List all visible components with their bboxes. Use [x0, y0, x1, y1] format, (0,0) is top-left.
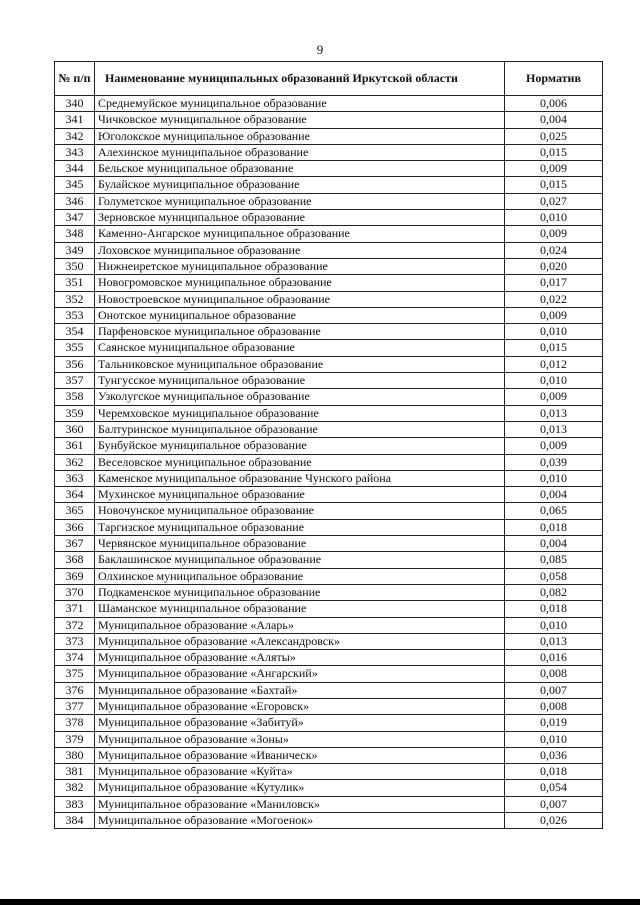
row-number: 383 [55, 796, 95, 812]
normative-value: 0,009 [505, 226, 603, 242]
table-row [55, 487, 603, 503]
municipality-name: Онотское муниципальное образование [95, 307, 505, 323]
scan-edge-bar [0, 899, 640, 905]
row-number: 384 [55, 813, 95, 829]
table-header [55, 62, 603, 96]
table-row [55, 438, 603, 454]
row-number: 343 [55, 144, 95, 160]
normative-value: 0,027 [505, 193, 603, 209]
normative-value: 0,018 [505, 764, 603, 780]
normative-value: 0,004 [505, 487, 603, 503]
municipality-name: Каменское муниципальное образование Чунского района [95, 470, 505, 486]
row-number: 361 [55, 438, 95, 454]
municipality-name: Муниципальное образование «Кутулик» [95, 780, 505, 796]
table-body [55, 96, 603, 829]
row-number: 381 [55, 764, 95, 780]
row-number: 376 [55, 682, 95, 698]
row-number: 366 [55, 519, 95, 535]
row-number: 363 [55, 470, 95, 486]
municipality-name: Черемховское муниципальное образование [95, 405, 505, 421]
table-row [55, 356, 603, 372]
row-number: 382 [55, 780, 95, 796]
normative-value: 0,015 [505, 144, 603, 160]
table-row [55, 96, 603, 112]
municipality-name: Булайское муниципальное образование [95, 177, 505, 193]
normative-value: 0,007 [505, 796, 603, 812]
municipality-name: Алехинское муниципальное образование [95, 144, 505, 160]
table-row [55, 242, 603, 258]
table-row [55, 128, 603, 144]
row-number: 371 [55, 601, 95, 617]
municipality-name: Каменно-Ангарское муниципальное образование [95, 226, 505, 242]
row-number: 364 [55, 487, 95, 503]
table-row [55, 210, 603, 226]
row-number: 351 [55, 275, 95, 291]
table-row [55, 650, 603, 666]
table-row [55, 389, 603, 405]
municipality-name: Мухинское муниципальное образование [95, 487, 505, 503]
table-row [55, 601, 603, 617]
municipality-name: Муниципальное образование «Ангарский» [95, 666, 505, 682]
normative-value: 0,020 [505, 258, 603, 274]
row-number: 355 [55, 340, 95, 356]
normative-value: 0,015 [505, 177, 603, 193]
row-number: 341 [55, 112, 95, 128]
row-number: 350 [55, 258, 95, 274]
municipality-name: Муниципальное образование «Маниловск» [95, 796, 505, 812]
normative-value: 0,009 [505, 389, 603, 405]
normative-value: 0,010 [505, 324, 603, 340]
row-number: 358 [55, 389, 95, 405]
municipality-name: Тальниковское муниципальное образование [95, 356, 505, 372]
table-row [55, 747, 603, 763]
municipality-name: Червянское муниципальное образование [95, 536, 505, 552]
municipality-name: Тунгусское муниципальное образование [95, 373, 505, 389]
table-row [55, 698, 603, 714]
normative-value: 0,013 [505, 405, 603, 421]
normative-value: 0,008 [505, 666, 603, 682]
table-row [55, 144, 603, 160]
normative-value: 0,016 [505, 650, 603, 666]
normative-value: 0,019 [505, 715, 603, 731]
table-row [55, 421, 603, 437]
normative-value: 0,058 [505, 568, 603, 584]
municipality-name: Новостроевское муниципальное образование [95, 291, 505, 307]
row-number: 360 [55, 421, 95, 437]
table-row [55, 307, 603, 323]
normative-value: 0,082 [505, 584, 603, 600]
municipality-name: Голуметское муниципальное образование [95, 193, 505, 209]
normative-value: 0,007 [505, 682, 603, 698]
row-number: 367 [55, 536, 95, 552]
municipality-name: Чичковское муниципальное образование [95, 112, 505, 128]
table-row [55, 584, 603, 600]
municipality-name: Лоховское муниципальное образование [95, 242, 505, 258]
table-row [55, 813, 603, 829]
row-number: 348 [55, 226, 95, 242]
normative-value: 0,012 [505, 356, 603, 372]
municipality-name: Муниципальное образование «Аляты» [95, 650, 505, 666]
row-number: 368 [55, 552, 95, 568]
table-row [55, 291, 603, 307]
normative-value: 0,065 [505, 503, 603, 519]
row-number: 356 [55, 356, 95, 372]
municipality-name: Зерновское муниципальное образование [95, 210, 505, 226]
municipality-name: Муниципальное образование «Бахтай» [95, 682, 505, 698]
municipality-name: Узколугское муниципальное образование [95, 389, 505, 405]
table-row [55, 275, 603, 291]
municipality-name: Муниципальное образование «Куйта» [95, 764, 505, 780]
municipality-name: Муниципальное образование «Могоенок» [95, 813, 505, 829]
normative-value: 0,018 [505, 519, 603, 535]
municipality-name: Парфеновское муниципальное образование [95, 324, 505, 340]
table-row [55, 258, 603, 274]
municipality-name: Баклашинское муниципальное образование [95, 552, 505, 568]
header-row [55, 62, 603, 96]
header-name: Наименование муниципальных образований Иркутской области [95, 62, 505, 96]
table-row [55, 780, 603, 796]
normative-value: 0,010 [505, 617, 603, 633]
table-row [55, 519, 603, 535]
normative-value: 0,010 [505, 731, 603, 747]
row-number: 342 [55, 128, 95, 144]
table-row [55, 715, 603, 731]
normative-value: 0,009 [505, 161, 603, 177]
municipality-name: Таргизское муниципальное образование [95, 519, 505, 535]
municipality-name: Шаманское муниципальное образование [95, 601, 505, 617]
normative-value: 0,025 [505, 128, 603, 144]
row-number: 378 [55, 715, 95, 731]
normative-value: 0,013 [505, 633, 603, 649]
row-number: 362 [55, 454, 95, 470]
municipality-name: Новочунское муниципальное образование [95, 503, 505, 519]
page-number: 9 [316, 42, 324, 57]
table-row [55, 405, 603, 421]
table-row [55, 796, 603, 812]
municipality-name: Муниципальное образование «Зоны» [95, 731, 505, 747]
municipality-name: Олхинское муниципальное образование [95, 568, 505, 584]
normative-value: 0,024 [505, 242, 603, 258]
municipality-name: Муниципальное образование «Александровск» [95, 633, 505, 649]
row-number: 354 [55, 324, 95, 340]
row-number: 365 [55, 503, 95, 519]
table-row [55, 324, 603, 340]
table-row [55, 731, 603, 747]
table-row [55, 633, 603, 649]
table-row [55, 340, 603, 356]
municipality-name: Муниципальное образование «Егоровск» [95, 698, 505, 714]
normative-value: 0,054 [505, 780, 603, 796]
row-number: 377 [55, 698, 95, 714]
normative-value: 0,004 [505, 536, 603, 552]
municipality-name: Балтуринское муниципальное образование [95, 421, 505, 437]
row-number: 373 [55, 633, 95, 649]
row-number: 374 [55, 650, 95, 666]
municipality-name: Бунбуйское муниципальное образование [95, 438, 505, 454]
row-number: 349 [55, 242, 95, 258]
table-row [55, 536, 603, 552]
row-number: 353 [55, 307, 95, 323]
municipality-name: Среднемуйское муниципальное образование [95, 96, 505, 112]
table-row [55, 764, 603, 780]
municipality-name: Бельское муниципальное образование [95, 161, 505, 177]
municipality-name: Муниципальное образование «Забитуй» [95, 715, 505, 731]
table-row [55, 682, 603, 698]
normative-value: 0,010 [505, 210, 603, 226]
row-number: 380 [55, 747, 95, 763]
municipality-name: Муниципальное образование «Аларь» [95, 617, 505, 633]
normative-value: 0,013 [505, 421, 603, 437]
municipality-name: Новогромовское муниципальное образование [95, 275, 505, 291]
row-number: 379 [55, 731, 95, 747]
normative-value: 0,036 [505, 747, 603, 763]
table-row [55, 373, 603, 389]
municipality-name: Подкаменское муниципальное образование [95, 584, 505, 600]
normative-value: 0,006 [505, 96, 603, 112]
normative-value: 0,026 [505, 813, 603, 829]
row-number: 347 [55, 210, 95, 226]
municipality-name: Веселовское муниципальное образование [95, 454, 505, 470]
header-num: № п/п [55, 62, 95, 96]
table-row [55, 177, 603, 193]
table-row [55, 568, 603, 584]
row-number: 357 [55, 373, 95, 389]
table-row [55, 470, 603, 486]
table-row [55, 161, 603, 177]
normative-value: 0,009 [505, 307, 603, 323]
normative-value: 0,018 [505, 601, 603, 617]
table-row [55, 112, 603, 128]
table-row [55, 617, 603, 633]
municipality-name: Саянское муниципальное образование [95, 340, 505, 356]
normative-value: 0,010 [505, 373, 603, 389]
normative-table [54, 61, 603, 829]
row-number: 346 [55, 193, 95, 209]
row-number: 344 [55, 161, 95, 177]
normative-value: 0,022 [505, 291, 603, 307]
table-row [55, 552, 603, 568]
normative-value: 0,085 [505, 552, 603, 568]
municipality-name: Юголокское муниципальное образование [95, 128, 505, 144]
table-row [55, 666, 603, 682]
normative-value: 0,017 [505, 275, 603, 291]
row-number: 372 [55, 617, 95, 633]
normative-value: 0,004 [505, 112, 603, 128]
table-row [55, 503, 603, 519]
normative-value: 0,008 [505, 698, 603, 714]
municipality-name: Муниципальное образование «Иваническ» [95, 747, 505, 763]
row-number: 345 [55, 177, 95, 193]
normative-value: 0,009 [505, 438, 603, 454]
table-row [55, 454, 603, 470]
row-number: 369 [55, 568, 95, 584]
normative-value: 0,039 [505, 454, 603, 470]
header-value: Норматив [505, 62, 603, 96]
table-row [55, 193, 603, 209]
row-number: 352 [55, 291, 95, 307]
municipality-name: Нижнеиретское муниципальное образование [95, 258, 505, 274]
row-number: 375 [55, 666, 95, 682]
normative-value: 0,015 [505, 340, 603, 356]
row-number: 340 [55, 96, 95, 112]
normative-value: 0,010 [505, 470, 603, 486]
row-number: 370 [55, 584, 95, 600]
table-row [55, 226, 603, 242]
row-number: 359 [55, 405, 95, 421]
